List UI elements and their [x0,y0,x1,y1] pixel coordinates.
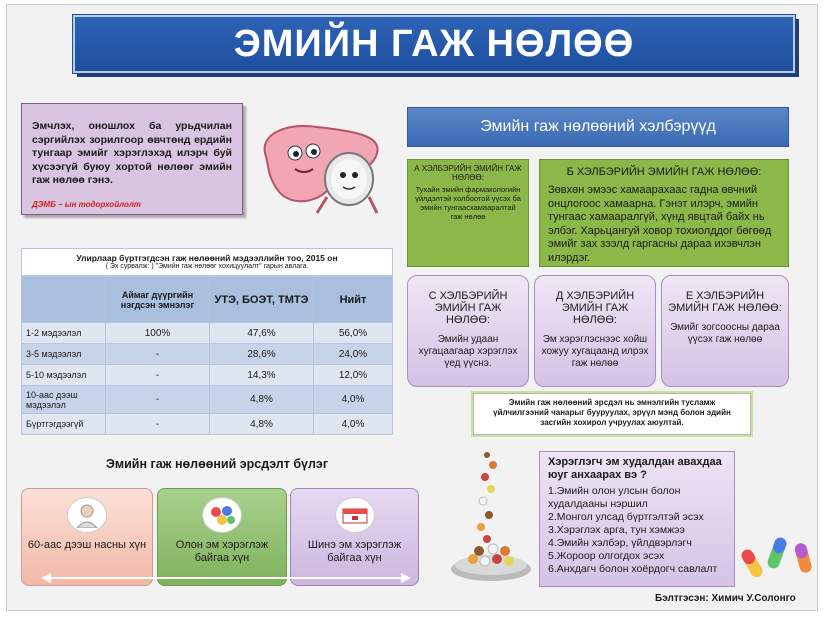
risk-multiple-label: Олон эм хэрэглэж байгаа хүн [175,539,269,564]
risk-new-drug [290,488,419,586]
stats-header-total: Нийт [314,277,393,323]
type-d-desc: Эм хэрэглэснээс хойш хожуу хугацаанд илрэх гаж нөлөө [541,334,649,369]
poster [6,4,818,611]
list-item: 2.Монгол улсад бүртгэлтэй эсэх [548,511,704,523]
type-e-desc: Эмийг зогсоосны дараа үүсэх гаж нөлөө [670,322,780,345]
type-e-box [661,275,789,387]
pills-icon [202,497,242,533]
table-row: Бүртгэгдээгүй - 4,8% 4,0% [22,414,393,435]
table-row: 1-2 мэдээлэл 100% 47,6% 56,0% [22,323,393,344]
stats-caption: Улирлаар бүртгэгдсэн гаж нөлөөний мэдээллийн тоо, 2015 он [21,248,393,263]
list-item: 3.Хэрэглэх арга, тун хэмжээ [548,524,685,536]
type-a-title: А ХЭЛБЭРИЙН ЭМИЙН ГАЖ НӨЛӨӨ: [414,164,522,182]
type-b-box [539,159,789,267]
capsules-icon [733,517,825,589]
risk-elderly [21,488,153,586]
page-title: ЭМИЙН ГАЖ НӨЛӨӨ [73,15,795,73]
author-credit: Бэлтгэсэн: Химич У.Солонго [655,593,796,604]
liver-pill-mascot-icon [257,113,387,223]
risk-elderly-label: 60-аас дээш насны хүн [27,539,147,551]
definition-text: Эмчлэх, оношлох ба урьдчилан сэргийлэх зорилгоор өвчтөнд ердийн тунгаар эмийг хэрэглэхэд илэрч буй хүсээгүй буюу хортой нөлөөг эмийн гаж нөлөө гэнэ. [32,120,232,186]
table-row: 5-10 мэдээлэл - 14,3% 12,0% [22,365,393,386]
stats-subcaption: ( Эх сурвалж: ) "Эмийн гаж нөлөөг хохицуулалт" гарын авлага. [21,263,393,276]
stats-table [21,276,393,435]
type-a-desc: Тухайн эмийн фармакологийн үйлдэлтэй холбоотой үүсэх ба эмийн тунгаасхамааралтай гаж нөлөө [415,185,521,221]
stats-header-district: Аймаг дүүргийн нэгдсэн эмнэлэг [106,277,210,323]
definition-source: ДЭМБ – ын тодорхойлолт [32,199,141,209]
checklist-list [548,485,726,576]
checklist-title: Хэрэглэгч эм худалдан авахдаа юуг анхаарах вэ ? [548,456,722,481]
list-item: 4.Эмийн хэлбэр, үйлдвэрлэгч [548,537,692,549]
list-item: 5.Жороор олгогдох эсэх [548,550,665,562]
type-c-box [407,275,529,387]
pills-spoon-icon [443,449,539,585]
elderly-person-icon [67,497,107,533]
list-item: 6.Анхдагч болон хоёрдогч савлалт [548,563,718,575]
type-e-title: Е ХЭЛБЭРИЙН ЭМИЙН ГАЖ НӨЛӨӨ: [668,290,782,314]
type-c-title: С ХЭЛБЭРИЙН ЭМИЙН ГАЖ НӨЛӨӨ: [428,290,508,326]
definition-box [21,103,243,215]
medicine-box-icon [335,497,375,533]
table-row: 3-5 мэдээлэл - 28,6% 24,0% [22,344,393,365]
stats-header-empty [22,277,106,323]
table-row: 10-аас дээш мэдээлэл - 4,8% 4,0% [22,386,393,414]
risk-group-title: Эмийн гаж нөлөөний эрсдэлт бүлэг [105,457,329,471]
type-d-box [534,275,656,387]
risk-multiple-drugs [157,488,287,586]
stats-header-hospitals: УТЭ, БОЭТ, ТМТЭ [210,277,314,323]
type-d-title: Д ХЭЛБЭРИЙН ЭМИЙН ГАЖ НӨЛӨӨ: [555,290,635,326]
type-b-title: Б ХЭЛБЭРИЙН ЭМИЙН ГАЖ НӨЛӨӨ: [566,166,762,178]
risk-note: Эмийн гаж нөлөөний эрсдэл нь эмнэлгийн тусламж үйлчилгээний чанарыг бууруулах, эрүүл мэнд болон эдийн засгийн хохирол учруулах аюултай. [473,393,751,435]
forms-heading: Эмийн гаж нөлөөний хэлбэрүүд [407,107,789,147]
stats-table-block [21,248,393,435]
type-c-desc: Эмийн удаан хугацаагаар хэрэглэх үед үүснэ. [418,334,518,369]
type-b-desc: Зөвхөн эмээс хамаарахаас гадна өвчний онцлогоос хамаарна. Гэнэт илэрч, эмийн тунгаас хамааралгүй, хүнд явцтай байх нь элбэг. Харьцангуй ховор тохиолддог бөгөөд эмийг зах зээлд гаргасны дараа ихэвчлэн илэрдэг. [548,184,772,264]
risk-new-label: Шинэ эм хэрэглэж байгаа хүн [307,539,402,564]
double-arrow-icon [41,573,411,583]
list-item: 1.Эмийн олон улсын болон худалдааны нэршил [548,485,681,510]
type-a-box [407,159,529,267]
checklist-box [539,451,735,587]
